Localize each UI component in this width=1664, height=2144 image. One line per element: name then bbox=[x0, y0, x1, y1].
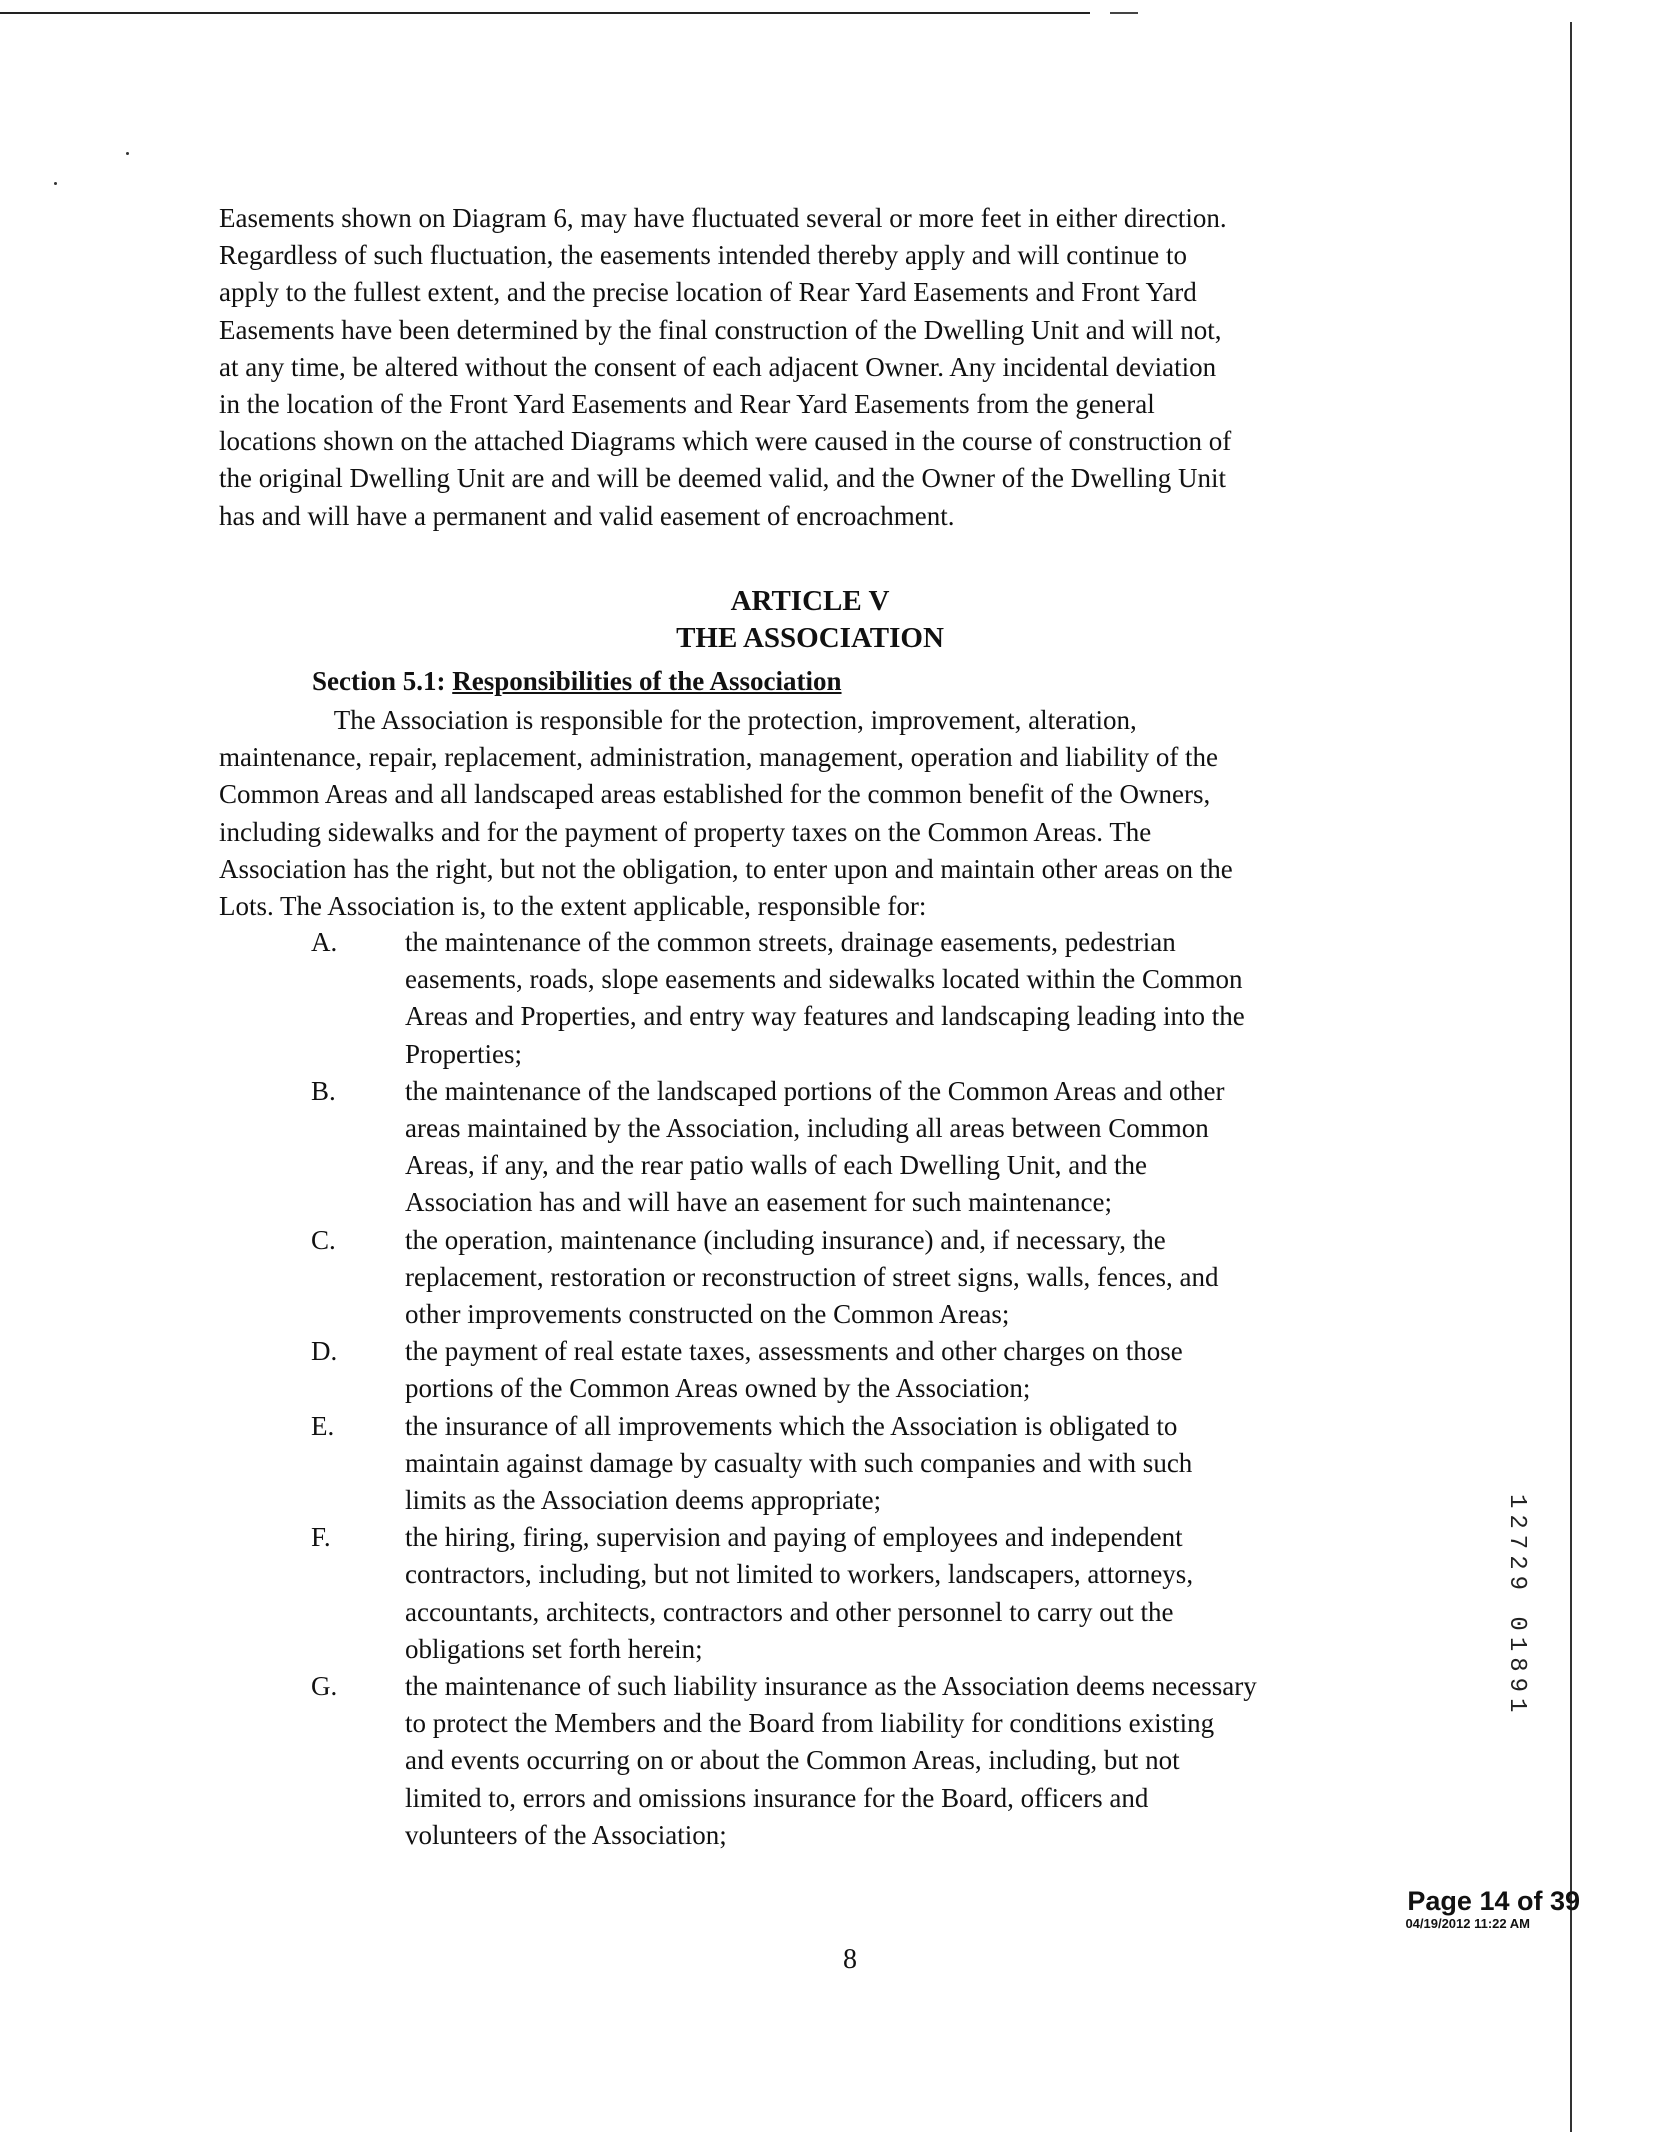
intro-line: Easements have been determined by the final construction of the Dwelling Unit and will not, bbox=[219, 314, 1222, 345]
list-line: limits as the Association deems appropriate; bbox=[405, 1485, 882, 1516]
page-number: 8 bbox=[843, 1944, 857, 1975]
list-line: accountants, architects, contractors and other personnel to carry out the bbox=[405, 1596, 1174, 1627]
intro-line: apply to the fullest extent, and the precise location of Rear Yard Easements and Front Yard bbox=[219, 277, 1197, 308]
list-line: Association has and will have an easement for such maintenance; bbox=[405, 1187, 1113, 1218]
list-line: Areas and Properties, and entry way features and landscaping leading into the bbox=[405, 1001, 1245, 1032]
intro-line: Regardless of such fluctuation, the easements intended thereby apply and will continue to bbox=[219, 240, 1187, 271]
list-letter: D. bbox=[311, 1336, 338, 1367]
body-line: Association has the right, but not the obligation, to enter upon and maintain other areas on the bbox=[219, 853, 1233, 884]
section-title: Responsibilities of the Association bbox=[452, 666, 842, 696]
list-item bbox=[219, 1073, 1419, 1222]
list-letter: A. bbox=[311, 927, 338, 957]
list-line: the operation, maintenance (including insurance) and, if necessary, the bbox=[405, 1224, 1166, 1255]
intro-line: Easements shown on Diagram 6, may have fluctuated several or more feet in either direction. bbox=[219, 203, 1227, 233]
list-item bbox=[219, 1408, 1419, 1520]
list-line: Areas, if any, and the rear patio walls of each Dwelling Unit, and the bbox=[405, 1150, 1147, 1181]
list-line: portions of the Common Areas owned by the Association; bbox=[405, 1373, 1031, 1404]
section-label: Section 5.1: bbox=[312, 666, 446, 696]
responsibility-list bbox=[219, 924, 1419, 1854]
list-letter: B. bbox=[311, 1075, 336, 1106]
list-line: Properties; bbox=[405, 1038, 522, 1069]
list-line: areas maintained by the Association, including all areas between Common bbox=[405, 1113, 1209, 1144]
list-item bbox=[219, 1668, 1419, 1854]
list-line: volunteers of the Association; bbox=[405, 1819, 727, 1850]
scan-speck bbox=[126, 152, 129, 155]
list-line: other improvements constructed on the Common Areas; bbox=[405, 1299, 1010, 1330]
list-line: maintain against damage by casualty with such companies and with such bbox=[405, 1447, 1193, 1478]
list-line: the payment of real estate taxes, assessments and other charges on those bbox=[405, 1336, 1183, 1367]
list-line: limited to, errors and omissions insurance for the Board, officers and bbox=[405, 1782, 1149, 1813]
intro-line: locations shown on the attached Diagrams which were caused in the course of construction of bbox=[219, 426, 1232, 457]
intro-paragraph bbox=[219, 200, 1399, 535]
scan-speck bbox=[54, 182, 57, 185]
section-body-paragraph bbox=[219, 702, 1399, 925]
recording-number: 12729 01891 bbox=[1503, 1494, 1530, 1719]
top-border-fragment bbox=[1110, 12, 1138, 14]
list-letter: G. bbox=[311, 1671, 338, 1702]
list-line: to protect the Members and the Board from liability for conditions existing bbox=[405, 1708, 1215, 1739]
article-number: ARTICLE V bbox=[730, 585, 890, 617]
top-border-line bbox=[0, 12, 1090, 14]
list-letter: C. bbox=[311, 1224, 336, 1255]
list-item bbox=[219, 1222, 1419, 1334]
list-line: the maintenance of such liability insurance as the Association deems necessary bbox=[405, 1671, 1257, 1702]
recording-number-stamp bbox=[1500, 1494, 1540, 1734]
right-border-line bbox=[1570, 22, 1572, 2132]
list-item bbox=[219, 1519, 1419, 1668]
body-line: maintenance, repair, replacement, administration, management, operation and liability of the bbox=[219, 742, 1219, 773]
body-line: Lots. The Association is, to the extent applicable, responsible for: bbox=[219, 891, 927, 922]
intro-line: at any time, be altered without the consent of each adjacent Owner. Any incidental deviation bbox=[219, 351, 1217, 382]
list-line: the maintenance of the common streets, drainage easements, pedestrian bbox=[405, 927, 1176, 957]
body-line: Common Areas and all landscaped areas established for the common benefit of the Owners, bbox=[219, 779, 1211, 810]
intro-line: the original Dwelling Unit are and will be deemed valid, and the Owner of the Dwelling Unit bbox=[219, 463, 1226, 494]
page-timestamp: 04/19/2012 11:22 AM bbox=[1405, 1916, 1530, 1931]
list-line: the insurance of all improvements which the Association is obligated to bbox=[405, 1410, 1178, 1441]
list-line: and events occurring on or about the Common Areas, including, but not bbox=[405, 1745, 1180, 1776]
list-line: obligations set forth herein; bbox=[405, 1633, 703, 1664]
list-line: replacement, restoration or reconstruction of street signs, walls, fences, and bbox=[405, 1261, 1219, 1292]
section-heading bbox=[312, 666, 842, 697]
article-title: THE ASSOCIATION bbox=[676, 622, 944, 654]
intro-line: in the location of the Front Yard Easements and Rear Yard Easements from the general bbox=[219, 389, 1155, 420]
list-letter: F. bbox=[311, 1522, 331, 1553]
list-line: contractors, including, but not limited to workers, landscapers, attorneys, bbox=[405, 1559, 1194, 1590]
intro-line: has and will have a permanent and valid easement of encroachment. bbox=[219, 500, 955, 531]
body-line: including sidewalks and for the payment of property taxes on the Common Areas. The bbox=[219, 816, 1152, 847]
list-line: the hiring, firing, supervision and paying of employees and independent bbox=[405, 1522, 1183, 1553]
page-info bbox=[1340, 1886, 1580, 1931]
list-letter: E. bbox=[311, 1410, 335, 1441]
list-item bbox=[219, 924, 1419, 1073]
list-line: easements, roads, slope easements and sidewalks located within the Common bbox=[405, 964, 1243, 995]
list-item bbox=[219, 1333, 1419, 1407]
article-heading bbox=[600, 583, 1020, 657]
page-count: Page 14 of 39 bbox=[1407, 1886, 1580, 1916]
body-line: The Association is responsible for the protection, improvement, alteration, bbox=[219, 705, 1137, 735]
list-line: the maintenance of the landscaped portions of the Common Areas and other bbox=[405, 1075, 1225, 1106]
